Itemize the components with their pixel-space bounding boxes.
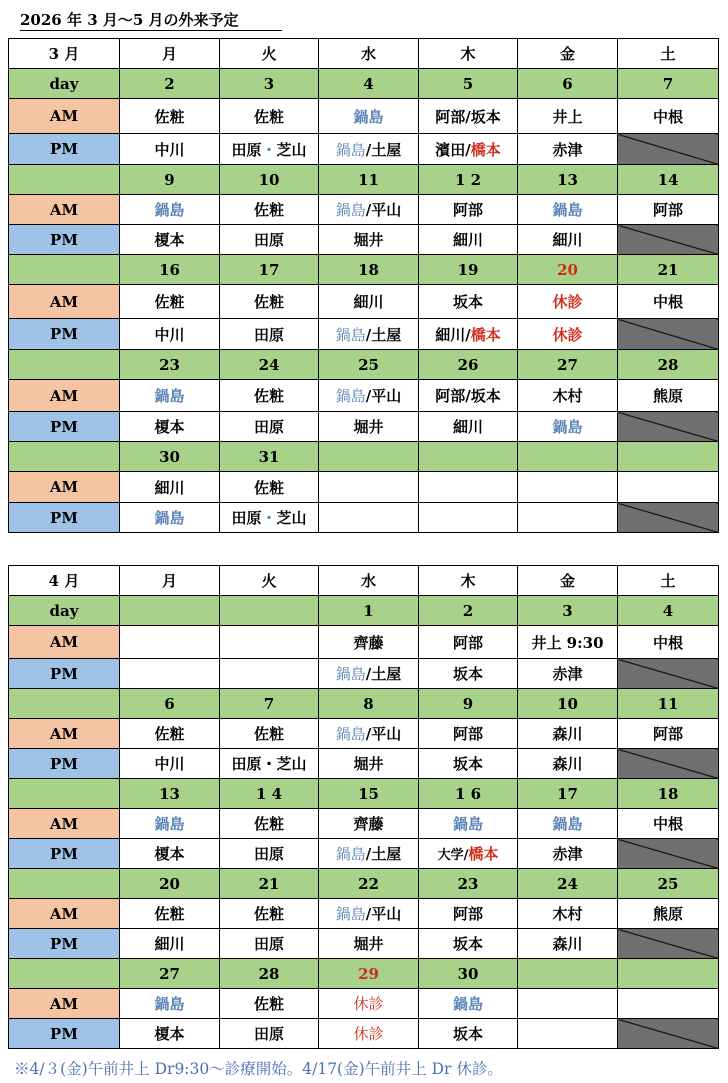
- doctor-cell: 中川: [120, 749, 220, 779]
- doctor-cell: [319, 899, 419, 929]
- doctor-name: 大学/: [437, 848, 469, 863]
- doctor-cell: 榎本: [120, 1019, 220, 1049]
- am-label: AM: [9, 719, 120, 749]
- am-row: [9, 899, 719, 929]
- date-cell: [618, 442, 719, 472]
- doctor-name: 芝山: [276, 140, 307, 159]
- doctor-cell: [220, 134, 319, 165]
- doctor-cell: 田原: [220, 225, 319, 255]
- am-row: [9, 809, 719, 839]
- doctor-name: 鍋島: [335, 387, 366, 405]
- date-cell: 10: [518, 689, 618, 719]
- pm-row: [9, 1019, 719, 1049]
- doctor-cell: 田原: [220, 839, 319, 869]
- closed-label: 休診: [518, 285, 618, 319]
- doctor-cell: 田原・芝山: [220, 749, 319, 779]
- am-label: AM: [9, 99, 120, 134]
- doctor-cell: 田原: [220, 1019, 319, 1049]
- closed-cell: [618, 659, 719, 689]
- doctor-name: 芝山: [276, 509, 307, 527]
- date-cell-holiday: 29: [319, 959, 419, 989]
- doctor-name: /平山: [365, 725, 402, 743]
- date-cell: 13: [120, 779, 220, 809]
- footnote: ※4/３(金)午前井上 Dr9:30～診療開始。4/17(金)午前井上 Dr 休診。: [14, 1060, 503, 1078]
- day-label: day: [9, 596, 120, 626]
- doctor-cell: 佐粧: [220, 380, 319, 412]
- am-row: [9, 472, 719, 503]
- day-label: [9, 779, 120, 809]
- doctor-cell: [319, 839, 419, 869]
- date-cell: 17: [220, 255, 319, 285]
- doctor-cell: [618, 472, 719, 503]
- date-cell: 3: [518, 596, 618, 626]
- weekday-fri: 金: [518, 39, 618, 69]
- doctor-cell: 鍋島: [120, 195, 220, 225]
- am-label: AM: [9, 626, 120, 659]
- date-cell: 28: [618, 350, 719, 380]
- date-cell: 27: [518, 350, 618, 380]
- closed-label: 休診: [319, 989, 419, 1019]
- am-row: [9, 719, 719, 749]
- date-cell: 9: [120, 165, 220, 195]
- date-cell: 8: [319, 689, 419, 719]
- date-cell: 2: [120, 69, 220, 99]
- doctor-name: /土屋: [365, 845, 402, 863]
- date-cell: 4: [618, 596, 719, 626]
- date-cell: 5: [419, 69, 518, 99]
- day-label: [9, 350, 120, 380]
- doctor-cell: [419, 503, 518, 533]
- doctor-cell: 阿部/坂本: [419, 380, 518, 412]
- doctor-name: 鍋島: [335, 201, 366, 219]
- doctor-name: 濱田/: [435, 140, 471, 159]
- doctor-cell: 鍋島: [518, 809, 618, 839]
- separator-dot: ・: [261, 140, 277, 159]
- doctor-name: 鍋島: [335, 725, 366, 743]
- am-label: AM: [9, 195, 120, 225]
- date-cell-holiday: 20: [518, 255, 618, 285]
- pm-label: PM: [9, 659, 120, 689]
- doctor-name: 橋本: [470, 140, 501, 159]
- am-label: AM: [9, 285, 120, 319]
- day-label: [9, 869, 120, 899]
- doctor-cell: 佐粧: [120, 719, 220, 749]
- doctor-cell: 中根: [618, 99, 719, 134]
- date-cell: 1 2: [419, 165, 518, 195]
- date-cell: 2: [419, 596, 518, 626]
- doctor-name: /土屋: [365, 665, 402, 683]
- date-cell: 25: [618, 869, 719, 899]
- doctor-cell: 坂本: [419, 929, 518, 959]
- closed-label: 休診: [518, 319, 618, 350]
- doctor-cell: 鍋島: [518, 195, 618, 225]
- doctor-name: /土屋: [365, 325, 402, 344]
- doctor-cell: [319, 134, 419, 165]
- am-label: AM: [9, 809, 120, 839]
- doctor-cell: 鍋島: [120, 380, 220, 412]
- pm-row: [9, 659, 719, 689]
- doctor-cell: 堀井: [319, 225, 419, 255]
- doctor-cell: 阿部: [419, 195, 518, 225]
- doctor-cell: 阿部/坂本: [419, 99, 518, 134]
- pm-label: PM: [9, 134, 120, 165]
- doctor-name: /平山: [365, 201, 402, 219]
- am-row: [9, 99, 719, 134]
- doctor-cell: [319, 380, 419, 412]
- weekday-tue: 火: [220, 39, 319, 69]
- doctor-cell: 榎本: [120, 839, 220, 869]
- closed-cell: [618, 134, 719, 165]
- closed-cell: [618, 1019, 719, 1049]
- pm-label: PM: [9, 749, 120, 779]
- doctor-cell: 堀井: [319, 929, 419, 959]
- date-cell: 24: [220, 350, 319, 380]
- doctor-cell: 堀井: [319, 749, 419, 779]
- closed-cell: [618, 839, 719, 869]
- am-label: AM: [9, 899, 120, 929]
- doctor-cell: 熊原: [618, 899, 719, 929]
- doctor-name: 田原: [231, 140, 262, 159]
- doctor-name: 鍋島: [335, 665, 366, 683]
- weekday-fri: 金: [518, 566, 618, 596]
- doctor-cell: 田原: [220, 412, 319, 442]
- date-cell: 17: [518, 779, 618, 809]
- pm-row: [9, 839, 719, 869]
- doctor-cell: 鍋島: [120, 989, 220, 1019]
- doctor-cell: 阿部: [618, 719, 719, 749]
- date-cell: 28: [220, 959, 319, 989]
- doctor-cell: 坂本: [419, 749, 518, 779]
- closed-cell: [618, 503, 719, 533]
- date-cell: 9: [419, 689, 518, 719]
- day-row: [9, 442, 719, 472]
- date-cell: 4: [319, 69, 419, 99]
- doctor-name: 橋本: [468, 845, 499, 863]
- pm-label: PM: [9, 225, 120, 255]
- day-label: [9, 442, 120, 472]
- doctor-cell: 森川: [518, 719, 618, 749]
- day-row: [9, 959, 719, 989]
- doctor-cell: [618, 989, 719, 1019]
- header-row: [9, 566, 719, 596]
- date-cell: 21: [618, 255, 719, 285]
- doctor-name: 橋本: [470, 325, 501, 344]
- pm-row: [9, 134, 719, 165]
- date-cell: [518, 959, 618, 989]
- doctor-name: 鍋島: [335, 905, 366, 923]
- doctor-cell: 木村: [518, 899, 618, 929]
- date-cell: 22: [319, 869, 419, 899]
- pm-label: PM: [9, 929, 120, 959]
- pm-label: PM: [9, 1019, 120, 1049]
- closed-label: 休診: [319, 1019, 419, 1049]
- date-cell: 15: [319, 779, 419, 809]
- weekday-wed: 水: [319, 39, 419, 69]
- doctor-cell: [419, 134, 518, 165]
- pm-row: [9, 319, 719, 350]
- doctor-cell: 佐粧: [220, 989, 319, 1019]
- doctor-cell: [319, 195, 419, 225]
- date-cell: 1 4: [220, 779, 319, 809]
- date-cell: [618, 959, 719, 989]
- doctor-cell: 佐粧: [220, 195, 319, 225]
- closed-cell: [618, 929, 719, 959]
- doctor-cell: 田原: [220, 929, 319, 959]
- date-cell: 6: [518, 69, 618, 99]
- closed-cell: [618, 749, 719, 779]
- doctor-name: 鍋島: [335, 845, 366, 863]
- am-label: AM: [9, 989, 120, 1019]
- doctor-cell: [319, 472, 419, 503]
- doctor-cell: 赤津: [518, 839, 618, 869]
- doctor-cell: [518, 1019, 618, 1049]
- doctor-cell: 鍋島: [120, 809, 220, 839]
- doctor-cell: [120, 626, 220, 659]
- date-cell: 23: [419, 869, 518, 899]
- doctor-name: 鍋島: [335, 140, 366, 159]
- doctor-cell: 田原: [220, 319, 319, 350]
- pm-label: PM: [9, 412, 120, 442]
- weekday-mon: 月: [120, 39, 220, 69]
- doctor-cell: 坂本: [419, 659, 518, 689]
- doctor-cell: 細川: [419, 225, 518, 255]
- doctor-cell: 鍋島: [319, 99, 419, 134]
- pm-row: [9, 225, 719, 255]
- day-row: [9, 869, 719, 899]
- doctor-cell: 細川: [120, 472, 220, 503]
- pm-row: [9, 749, 719, 779]
- doctor-cell: [319, 719, 419, 749]
- doctor-cell: 中川: [120, 319, 220, 350]
- date-cell: 3: [220, 69, 319, 99]
- doctor-cell: 鍋島: [518, 412, 618, 442]
- doctor-cell: 佐粧: [220, 99, 319, 134]
- doctor-cell: 細川: [120, 929, 220, 959]
- doctor-cell: 赤津: [518, 659, 618, 689]
- date-cell: 13: [518, 165, 618, 195]
- doctor-cell: [319, 503, 419, 533]
- doctor-cell: 阿部: [419, 626, 518, 659]
- doctor-cell: 佐粧: [120, 99, 220, 134]
- am-row: [9, 380, 719, 412]
- day-row: [9, 596, 719, 626]
- day-label: [9, 689, 120, 719]
- pm-label: PM: [9, 503, 120, 533]
- doctor-cell: 堀井: [319, 412, 419, 442]
- weekday-sat: 土: [618, 566, 719, 596]
- doctor-cell: 佐粧: [220, 472, 319, 503]
- month-label: 3 月: [9, 39, 120, 69]
- doctor-cell: 森川: [518, 749, 618, 779]
- doctor-name: 鍋島: [335, 325, 366, 344]
- date-cell: 19: [419, 255, 518, 285]
- pm-row: [9, 929, 719, 959]
- date-cell: 27: [120, 959, 220, 989]
- am-row: [9, 626, 719, 659]
- doctor-cell: [419, 319, 518, 350]
- am-row: [9, 285, 719, 319]
- doctor-cell: 佐粧: [120, 285, 220, 319]
- day-row: [9, 165, 719, 195]
- am-label: AM: [9, 472, 120, 503]
- doctor-cell: 熊原: [618, 380, 719, 412]
- doctor-cell: 細川: [319, 285, 419, 319]
- weekday-thu: 木: [419, 566, 518, 596]
- day-label: [9, 165, 120, 195]
- doctor-cell: [319, 659, 419, 689]
- doctor-cell: 中川: [120, 134, 220, 165]
- month-label: 4 月: [9, 566, 120, 596]
- doctor-cell: 坂本: [419, 285, 518, 319]
- date-cell: 18: [618, 779, 719, 809]
- doctor-cell: 齊藤: [319, 809, 419, 839]
- day-label: [9, 959, 120, 989]
- doctor-name: 細川/: [435, 325, 471, 344]
- am-label: AM: [9, 380, 120, 412]
- doctor-cell: 佐粧: [220, 285, 319, 319]
- doctor-cell: 井上 9:30: [518, 626, 618, 659]
- doctor-cell: 森川: [518, 929, 618, 959]
- date-cell: 11: [618, 689, 719, 719]
- am-row: [9, 195, 719, 225]
- pm-label: PM: [9, 319, 120, 350]
- doctor-cell: 榎本: [120, 225, 220, 255]
- closed-cell: [618, 412, 719, 442]
- doctor-cell: [319, 319, 419, 350]
- date-cell: 24: [518, 869, 618, 899]
- day-row: [9, 779, 719, 809]
- date-cell: 20: [120, 869, 220, 899]
- page-title: 2026 年 3 月～5 月の外来予定: [20, 10, 282, 31]
- day-label: [9, 255, 120, 285]
- march-schedule-table: [8, 38, 719, 533]
- date-cell: 25: [319, 350, 419, 380]
- date-cell: [419, 442, 518, 472]
- doctor-cell: [120, 659, 220, 689]
- date-cell: 26: [419, 350, 518, 380]
- doctor-cell: 木村: [518, 380, 618, 412]
- date-cell: 10: [220, 165, 319, 195]
- weekday-sat: 土: [618, 39, 719, 69]
- doctor-cell: [419, 839, 518, 869]
- doctor-cell: 鍋島: [419, 989, 518, 1019]
- doctor-cell: 細川: [419, 412, 518, 442]
- doctor-cell: 鍋島: [419, 809, 518, 839]
- closed-cell: [618, 225, 719, 255]
- weekday-mon: 月: [120, 566, 220, 596]
- date-cell: [220, 596, 319, 626]
- doctor-name: /平山: [365, 905, 402, 923]
- date-cell: 11: [319, 165, 419, 195]
- weekday-tue: 火: [220, 566, 319, 596]
- day-row: [9, 350, 719, 380]
- date-cell: 23: [120, 350, 220, 380]
- closed-cell: [618, 319, 719, 350]
- date-cell: 30: [419, 959, 518, 989]
- doctor-cell: 阿部: [618, 195, 719, 225]
- date-cell: [518, 442, 618, 472]
- doctor-cell: 榎本: [120, 412, 220, 442]
- doctor-cell: 中根: [618, 626, 719, 659]
- doctor-cell: 井上: [518, 99, 618, 134]
- day-row: [9, 689, 719, 719]
- date-cell: 14: [618, 165, 719, 195]
- doctor-cell: 佐粧: [220, 809, 319, 839]
- pm-label: PM: [9, 839, 120, 869]
- separator-dot: ・: [261, 509, 277, 527]
- doctor-cell: 赤津: [518, 134, 618, 165]
- date-cell: 31: [220, 442, 319, 472]
- doctor-cell: 阿部: [419, 899, 518, 929]
- doctor-cell: [220, 503, 319, 533]
- doctor-cell: 鍋島: [120, 503, 220, 533]
- day-row: [9, 69, 719, 99]
- day-label: day: [9, 69, 120, 99]
- am-row: [9, 989, 719, 1019]
- doctor-cell: 齊藤: [319, 626, 419, 659]
- doctor-name: /土屋: [365, 140, 402, 159]
- doctor-cell: [220, 626, 319, 659]
- date-cell: 7: [618, 69, 719, 99]
- doctor-cell: 佐粧: [220, 719, 319, 749]
- doctor-cell: [419, 472, 518, 503]
- date-cell: 7: [220, 689, 319, 719]
- doctor-name: /平山: [365, 387, 402, 405]
- doctor-cell: 佐粧: [120, 899, 220, 929]
- date-cell: 18: [319, 255, 419, 285]
- date-cell: 30: [120, 442, 220, 472]
- date-cell: 1 6: [419, 779, 518, 809]
- date-cell: [319, 442, 419, 472]
- pm-row: [9, 412, 719, 442]
- weekday-thu: 木: [419, 39, 518, 69]
- date-cell: 21: [220, 869, 319, 899]
- doctor-cell: 坂本: [419, 1019, 518, 1049]
- doctor-cell: 中根: [618, 285, 719, 319]
- pm-row: [9, 503, 719, 533]
- doctor-cell: 中根: [618, 809, 719, 839]
- doctor-name: 田原: [231, 509, 262, 527]
- weekday-wed: 水: [319, 566, 419, 596]
- date-cell: 6: [120, 689, 220, 719]
- doctor-cell: [220, 659, 319, 689]
- header-row: [9, 39, 719, 69]
- date-cell: [120, 596, 220, 626]
- april-schedule-table: [8, 565, 719, 1049]
- doctor-cell: 佐粧: [220, 899, 319, 929]
- date-cell: 16: [120, 255, 220, 285]
- doctor-cell: [518, 503, 618, 533]
- doctor-cell: [518, 472, 618, 503]
- doctor-cell: [518, 989, 618, 1019]
- doctor-cell: 阿部: [419, 719, 518, 749]
- doctor-cell: 細川: [518, 225, 618, 255]
- day-row: [9, 255, 719, 285]
- date-cell: 1: [319, 596, 419, 626]
